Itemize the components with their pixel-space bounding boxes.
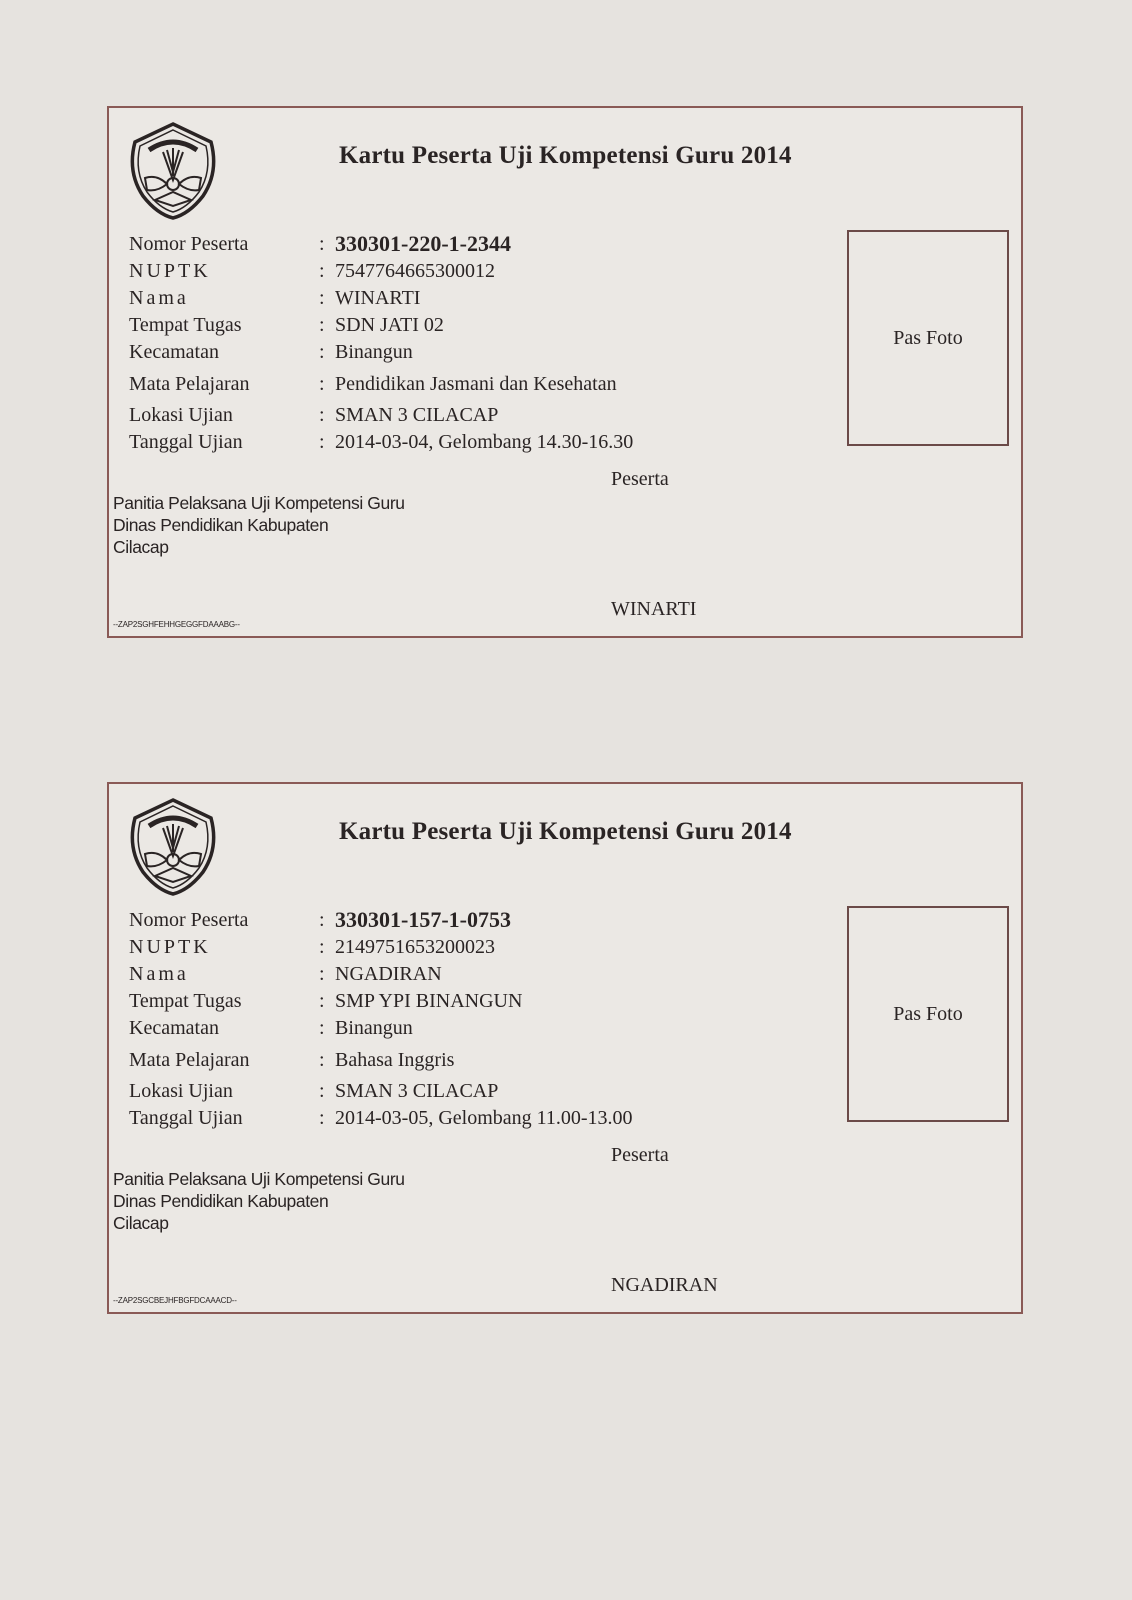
field-value: WINARTI bbox=[335, 287, 421, 309]
field-value: SDN JATI 02 bbox=[335, 314, 444, 336]
photo-placeholder bbox=[847, 230, 1009, 446]
field-label: Nama bbox=[129, 287, 189, 309]
field-colon: : bbox=[319, 287, 325, 309]
field-value: 2149751653200023 bbox=[335, 936, 495, 958]
field-label: NUPTK bbox=[129, 936, 211, 958]
field-colon: : bbox=[319, 936, 325, 958]
field-colon: : bbox=[319, 909, 325, 931]
committee-line: Dinas Pendidikan Kabupaten bbox=[113, 515, 329, 535]
tut-wuri-handayani-emblem-icon bbox=[123, 796, 223, 896]
field-label: Mata Pelajaran bbox=[129, 1049, 250, 1071]
field-label: Lokasi Ujian bbox=[129, 1080, 233, 1102]
verification-code: --ZAP2SGCBEJHFBGFDCAAACD-- bbox=[113, 1296, 237, 1305]
field-label: Kecamatan bbox=[129, 341, 219, 363]
field-label: Nomor Peserta bbox=[129, 909, 249, 931]
photo-label: Pas Foto bbox=[893, 326, 963, 349]
field-label: Nama bbox=[129, 963, 189, 985]
committee-line: Panitia Pelaksana Uji Kompetensi Guru bbox=[113, 1169, 405, 1189]
field-label: Tempat Tugas bbox=[129, 314, 242, 336]
field-colon: : bbox=[319, 963, 325, 985]
field-colon: : bbox=[319, 1080, 325, 1102]
field-value: 330301-157-1-0753 bbox=[335, 907, 511, 932]
field-label: Nomor Peserta bbox=[129, 233, 249, 255]
field-value: 2014-03-05, Gelombang 11.00-13.00 bbox=[335, 1107, 633, 1129]
field-colon: : bbox=[319, 373, 325, 395]
field-colon: : bbox=[319, 260, 325, 282]
committee-block bbox=[113, 1168, 405, 1234]
field-colon: : bbox=[319, 341, 325, 363]
field-label: Tanggal Ujian bbox=[129, 431, 243, 453]
field-colon: : bbox=[319, 404, 325, 426]
field-value: 7547764665300012 bbox=[335, 260, 495, 282]
committee-line: Panitia Pelaksana Uji Kompetensi Guru bbox=[113, 493, 405, 513]
verification-code: --ZAP2SGHFEHHGEGGFDAAABG-- bbox=[113, 620, 240, 629]
field-value: Binangun bbox=[335, 1017, 413, 1039]
card-title: Kartu Peserta Uji Kompetensi Guru 2014 bbox=[339, 818, 792, 845]
participant-signature-label: Peserta bbox=[611, 468, 669, 490]
committee-line: Dinas Pendidikan Kabupaten bbox=[113, 1191, 329, 1211]
field-value: 330301-220-1-2344 bbox=[335, 231, 511, 256]
field-colon: : bbox=[319, 990, 325, 1012]
field-label: Tempat Tugas bbox=[129, 990, 242, 1012]
field-colon: : bbox=[319, 1107, 325, 1129]
committee-block bbox=[113, 492, 405, 558]
photo-placeholder bbox=[847, 906, 1009, 1122]
field-value: SMP YPI BINANGUN bbox=[335, 990, 523, 1012]
field-colon: : bbox=[319, 1049, 325, 1071]
field-label: Kecamatan bbox=[129, 1017, 219, 1039]
field-colon: : bbox=[319, 1017, 325, 1039]
participant-signature-label: Peserta bbox=[611, 1144, 669, 1166]
committee-line: Cilacap bbox=[113, 1213, 169, 1233]
field-value: SMAN 3 CILACAP bbox=[335, 404, 499, 426]
field-value: Bahasa Inggris bbox=[335, 1049, 455, 1071]
field-label: Tanggal Ujian bbox=[129, 1107, 243, 1129]
field-value: NGADIRAN bbox=[335, 963, 442, 985]
field-value: SMAN 3 CILACAP bbox=[335, 1080, 499, 1102]
tut-wuri-handayani-emblem-icon bbox=[123, 120, 223, 220]
field-value: Pendidikan Jasmani dan Kesehatan bbox=[335, 373, 617, 395]
exam-card bbox=[107, 106, 1023, 638]
field-colon: : bbox=[319, 314, 325, 336]
photo-label: Pas Foto bbox=[893, 1002, 963, 1025]
field-label: Lokasi Ujian bbox=[129, 404, 233, 426]
field-colon: : bbox=[319, 431, 325, 453]
participant-signer-name: NGADIRAN bbox=[611, 1274, 718, 1296]
field-colon: : bbox=[319, 233, 325, 255]
field-label: NUPTK bbox=[129, 260, 211, 282]
field-value: Binangun bbox=[335, 341, 413, 363]
committee-line: Cilacap bbox=[113, 537, 169, 557]
exam-card bbox=[107, 782, 1023, 1314]
field-value: 2014-03-04, Gelombang 14.30-16.30 bbox=[335, 431, 634, 453]
field-label: Mata Pelajaran bbox=[129, 373, 250, 395]
card-title: Kartu Peserta Uji Kompetensi Guru 2014 bbox=[339, 142, 792, 169]
participant-signer-name: WINARTI bbox=[611, 598, 697, 620]
